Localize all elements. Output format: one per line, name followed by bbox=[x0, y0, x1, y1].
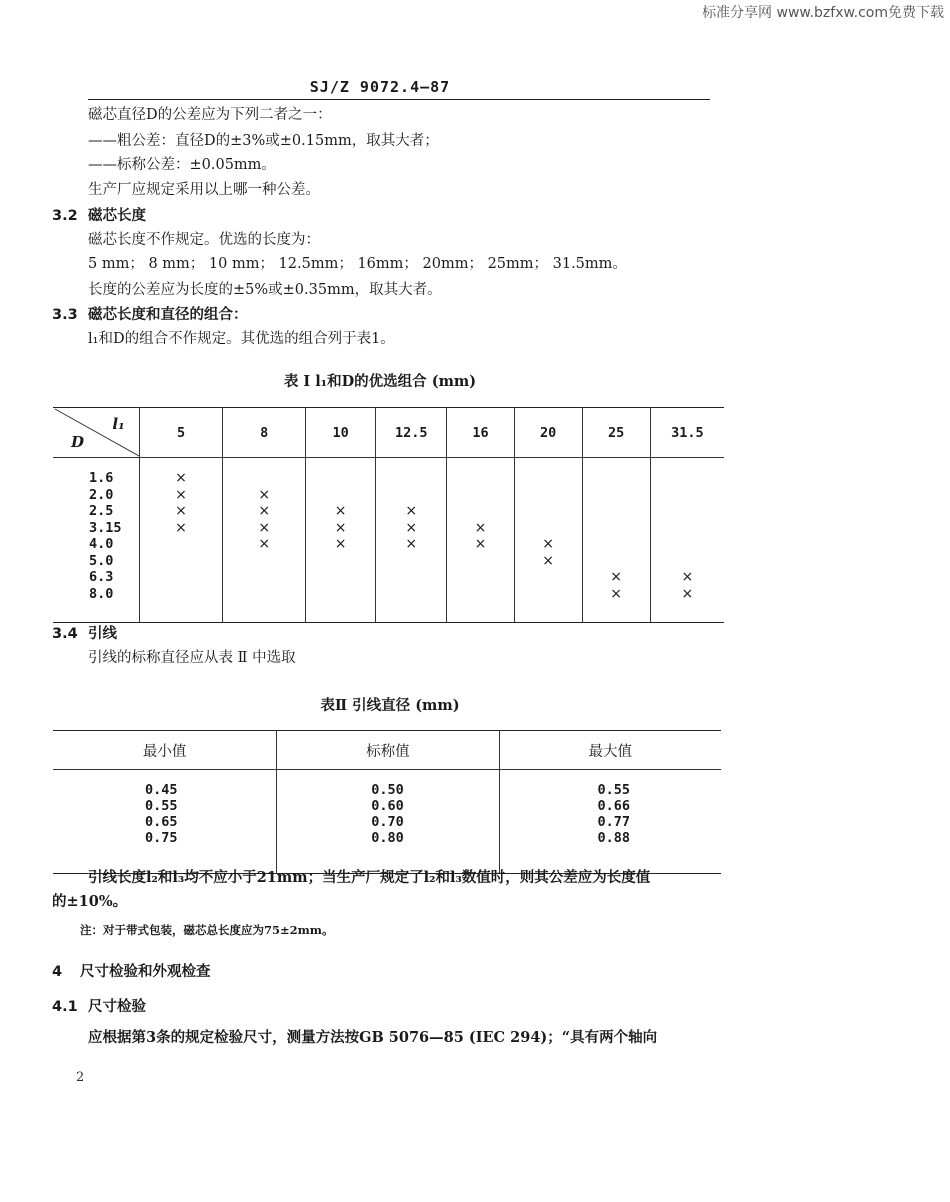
table1-length-column bbox=[139, 458, 223, 623]
table2-header-min: 最小值 bbox=[53, 731, 277, 770]
table1-cell bbox=[223, 586, 305, 603]
table2-max-value: 0.77 bbox=[597, 814, 631, 830]
section-4-1-heading bbox=[52, 995, 146, 1016]
table1-length-column bbox=[223, 458, 306, 623]
section-3-4-heading bbox=[52, 622, 117, 643]
table1-cell bbox=[447, 553, 513, 570]
table1-cell bbox=[651, 553, 724, 570]
table1-cell bbox=[447, 487, 513, 504]
section-number: 4 bbox=[52, 964, 63, 980]
sec-3-2-line-2: 5 mm； 8 mm； 10 mm； 12.5mm； 16mm； 20mm； 25mm； 31.5mm。 bbox=[88, 256, 627, 272]
table1-col-header: 20 bbox=[514, 408, 582, 458]
table1-cell bbox=[583, 487, 650, 504]
table1-cell bbox=[583, 520, 650, 537]
table2-min-value: 0.65 bbox=[145, 814, 178, 830]
row-header-label: D bbox=[71, 433, 85, 451]
lead-length-line-1: 引线长度l₂和l₃均不应小于21mm；当生产厂规定了l₂和l₃数值时，则其公差应为长度值 bbox=[88, 869, 651, 886]
table1-cell: × bbox=[175, 470, 187, 486]
table1-cell bbox=[306, 470, 375, 487]
table1-length-column bbox=[376, 458, 447, 623]
table1 bbox=[53, 407, 724, 623]
col-header-label: l₁ bbox=[112, 415, 125, 433]
table2-max-value: 0.88 bbox=[597, 830, 631, 846]
sec-3-3-line: l₁和D的组合不作规定。其优选的组合列于表1。 bbox=[88, 331, 395, 347]
table2-max-value: 0.55 bbox=[597, 782, 631, 798]
table1-col-header: 12.5 bbox=[376, 408, 447, 458]
watermark: 标准分享网 www.bzfxw.com免费下载 bbox=[702, 5, 944, 21]
table1-diameter-value: 5.0 bbox=[89, 552, 114, 569]
table1-cell: × bbox=[334, 503, 347, 519]
table1-col-header: 25 bbox=[582, 408, 650, 458]
table1-cell bbox=[583, 536, 650, 553]
table1-cell bbox=[583, 503, 650, 520]
table1-cell bbox=[306, 586, 375, 603]
section-number: 3.4 bbox=[52, 626, 78, 642]
table1-cell: × bbox=[334, 519, 347, 536]
table1-cell bbox=[376, 470, 446, 487]
table2-min-value: 0.75 bbox=[145, 830, 178, 846]
table1-diameter-value: 3.15 bbox=[89, 519, 122, 536]
table1-cell: × bbox=[175, 503, 187, 519]
standard-number: SJ/Z 9072.4—87 bbox=[309, 78, 451, 96]
table1-col-header: 10 bbox=[306, 408, 376, 458]
table1-cell: × bbox=[258, 519, 271, 536]
table1-length-column bbox=[447, 458, 514, 623]
table2-caption: 表Ⅱ 引线直径 (mm) bbox=[320, 697, 460, 714]
sec-3-2-line-1: 磁芯长度不作规定。优选的长度为： bbox=[88, 232, 320, 248]
table1-length-column bbox=[582, 458, 650, 623]
table1-cell bbox=[376, 586, 446, 603]
table1-cell bbox=[651, 487, 724, 504]
table1-cell bbox=[515, 586, 582, 603]
table1-cell bbox=[306, 553, 375, 570]
table1-length-column bbox=[306, 458, 376, 623]
sec-4-1-line: 应根据第3条的规定检验尺寸，测量方法按GB 5076—85 (IEC 294)；“具有两个轴向 bbox=[88, 1029, 658, 1046]
table1-cell: × bbox=[474, 536, 487, 552]
table1-cell bbox=[140, 553, 223, 570]
note: 注：对于带式包装，磁芯总长度应为75±2mm。 bbox=[80, 923, 334, 937]
diameter-column bbox=[53, 458, 139, 623]
table1-diameter-value: 4.0 bbox=[89, 536, 114, 552]
table2-max-column bbox=[499, 770, 721, 874]
table2-nominal-column bbox=[277, 770, 499, 874]
table1-cell bbox=[223, 569, 305, 586]
table1-cell bbox=[140, 536, 223, 553]
table1-cell bbox=[306, 569, 375, 586]
intro-line-2: ——粗公差：直径D的±3%或±0.15mm，取其大者； bbox=[88, 133, 439, 149]
table1-cell bbox=[376, 487, 446, 504]
sec-3-2-line-3: 长度的公差应为长度的±5%或±0.35mm，取其大者。 bbox=[88, 282, 442, 298]
table1-corner-cell bbox=[53, 408, 139, 458]
table1-col-header: 8 bbox=[223, 408, 306, 458]
table2-nominal-value: 0.70 bbox=[371, 814, 404, 830]
table1-cell: × bbox=[610, 585, 622, 602]
section-number: 4.1 bbox=[52, 999, 78, 1015]
table2-min-value: 0.45 bbox=[145, 782, 178, 798]
table1-cell bbox=[447, 586, 513, 603]
table1-cell bbox=[651, 470, 724, 487]
table1-cell bbox=[651, 520, 724, 537]
section-3-3-heading bbox=[52, 303, 248, 324]
table1-cell bbox=[140, 586, 223, 603]
section-number: 3.2 bbox=[52, 208, 78, 224]
section-title: 尺寸检验和外观检查 bbox=[80, 963, 211, 980]
table1-cell bbox=[376, 553, 446, 570]
table1-diameter-value: 2.0 bbox=[89, 486, 114, 503]
table1-cell: × bbox=[175, 519, 187, 536]
table1-cell: × bbox=[405, 503, 418, 519]
table2-min-column bbox=[53, 770, 277, 874]
table1-col-header: 5 bbox=[139, 408, 223, 458]
table1-cell bbox=[515, 503, 582, 520]
table1-cell bbox=[515, 569, 582, 586]
table1-cell: × bbox=[258, 536, 271, 552]
table1-cell bbox=[651, 536, 724, 553]
table1-cell: × bbox=[681, 585, 694, 602]
section-title: 引线 bbox=[88, 625, 117, 642]
lead-length-line-2: 的±10%。 bbox=[52, 893, 128, 910]
table1-diameter-value: 8.0 bbox=[89, 585, 114, 602]
table1-diameter-value: 2.5 bbox=[89, 503, 114, 519]
table1-diameter-value: 1.6 bbox=[89, 470, 114, 486]
section-title: 磁芯长度 bbox=[88, 207, 146, 224]
section-number: 3.3 bbox=[52, 307, 78, 323]
table1-cell: × bbox=[542, 552, 554, 569]
table2-nominal-value: 0.60 bbox=[371, 798, 404, 814]
table1-cell: × bbox=[681, 569, 694, 585]
table1-cell: × bbox=[405, 536, 418, 552]
table1-col-header: 16 bbox=[447, 408, 514, 458]
intro-line-4: 生产厂应规定采用以上哪一种公差。 bbox=[88, 182, 320, 198]
sec-3-4-line: 引线的标称直径应从表 Ⅱ 中选取 bbox=[88, 650, 296, 666]
table2-nominal-value: 0.80 bbox=[371, 830, 404, 846]
section-3-2-heading bbox=[52, 204, 146, 225]
table1-caption: 表 I l₁和D的优选组合 (mm) bbox=[283, 373, 477, 390]
table1-cell bbox=[223, 470, 305, 487]
table1-length-column bbox=[650, 458, 724, 623]
table1-cell bbox=[447, 569, 513, 586]
table1-cell bbox=[306, 487, 375, 504]
table1-cell bbox=[447, 503, 513, 520]
section-4-heading bbox=[52, 960, 211, 981]
table2 bbox=[53, 730, 721, 874]
table1-cell bbox=[447, 470, 513, 487]
table2-min-value: 0.55 bbox=[145, 798, 178, 814]
table1-diameter-value: 6.3 bbox=[89, 569, 114, 585]
table1-cell: × bbox=[542, 536, 554, 552]
table1-cell bbox=[651, 503, 724, 520]
table1-cell bbox=[515, 487, 582, 504]
table1-cell: × bbox=[334, 536, 347, 552]
section-title: 尺寸检验 bbox=[88, 998, 146, 1015]
table1-cell: × bbox=[175, 486, 187, 503]
table2-max-value: 0.66 bbox=[597, 798, 631, 814]
table1-cell bbox=[515, 520, 582, 537]
section-title: 磁芯长度和直径的组合： bbox=[88, 306, 248, 323]
table1-cell: × bbox=[258, 486, 271, 503]
table2-header-max: 最大值 bbox=[499, 731, 721, 770]
table1-cell bbox=[140, 569, 223, 586]
table1-cell: × bbox=[405, 519, 418, 536]
table1-col-header: 31.5 bbox=[650, 408, 724, 458]
table1-length-column bbox=[514, 458, 582, 623]
table1-cell bbox=[223, 553, 305, 570]
table2-header-nominal: 标称值 bbox=[277, 731, 499, 770]
header-rule bbox=[88, 99, 710, 100]
table1-cell bbox=[583, 553, 650, 570]
diagonal-line bbox=[53, 408, 139, 457]
table1-cell: × bbox=[474, 519, 487, 536]
table1-cell bbox=[376, 569, 446, 586]
intro-line-1: 磁芯直径D的公差应为下列二者之一： bbox=[88, 107, 332, 123]
table2-nominal-value: 0.50 bbox=[371, 782, 404, 798]
table1-cell bbox=[515, 470, 582, 487]
table1-cell: × bbox=[610, 569, 622, 585]
intro-line-3: ——标称公差：±0.05mm。 bbox=[88, 157, 276, 173]
table1-cell: × bbox=[258, 503, 271, 519]
table1-cell bbox=[583, 470, 650, 487]
page-number: 2 bbox=[76, 1070, 85, 1085]
